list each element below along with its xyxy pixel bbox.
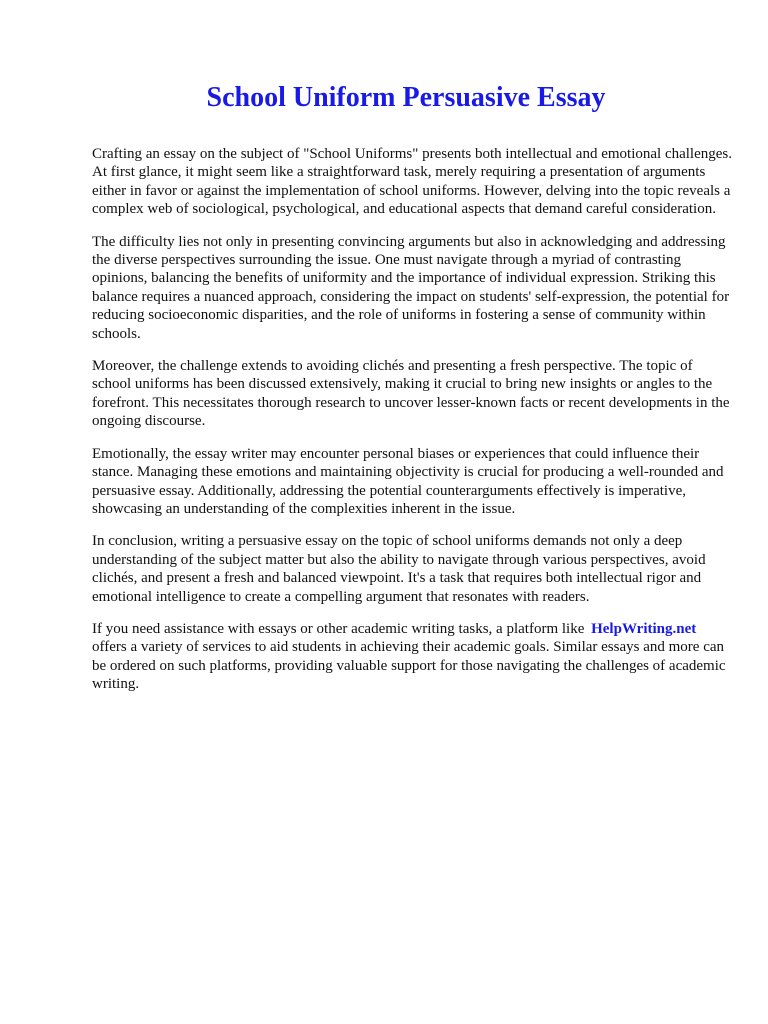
paragraph-conclusion: In conclusion, writing a persuasive essay on the topic of school uniforms demands not only a deep understanding of the subject matter but also the ability to navigate through various perspectives, avoid clichés, and present a fresh and balanced viewpoint. It's a task that requires both intellectual rigor and emotional intelligence to create a compelling argument that resonates with readers. bbox=[92, 533, 706, 605]
paragraph-closing bbox=[92, 620, 732, 694]
closing-text-after-link: offers a variety of services to aid students in achieving their academic goals. Similar essays and more can be ordered on such platforms, providing valuable support for those navigating the challenges of academic writing. bbox=[92, 639, 726, 693]
paragraph-intro: Crafting an essay on the subject of "School Uniforms" presents both intellectual and emotional challenges. At first glance, it might seem like a straightforward task, merely requiring a presentation of arguments either in favor or against the implementation of school uniforms. However, delving into the topic reveals a complex web of sociological, psychological, and educational aspects that demand careful consideration. bbox=[92, 146, 733, 218]
paragraph-difficulty: The difficulty lies not only in presenting convincing arguments but also in acknowledging and addressing the diverse perspectives surrounding the issue. One must navigate through a myriad of contrasting opinions, balancing the benefits of uniformity and the importance of individual expression. Striking this balance requires a nuanced approach, considering the impact on students' self-expression, the potential for reducing socioeconomic disparities, and the role of uniforms in fostering a sense of community within schools. bbox=[92, 233, 730, 342]
paragraph-cliches: Moreover, the challenge extends to avoiding clichés and presenting a fresh perspective. The topic of school uniforms has been discussed extensively, making it crucial to bring new insights or angles to the forefront. This necessitates thorough research to uncover lesser-known facts or recent developments in the ongoing discourse. bbox=[92, 358, 730, 430]
paragraph-emotions: Emotionally, the essay writer may encounter personal biases or experiences that could influence their stance. Managing these emotions and maintaining objectivity is crucial for producing a well-rounded and persuasive essay. Additionally, addressing the potential counterarguments effectively is imperative, showcasing an understanding of the complexities inherent in the issue. bbox=[92, 445, 724, 517]
page-title: School Uniform Persuasive Essay bbox=[206, 82, 606, 113]
closing-text-before-link: If you need assistance with essays or other academic writing tasks, a platform like bbox=[92, 620, 585, 637]
helpwriting-link[interactable]: HelpWriting.net bbox=[591, 620, 697, 637]
essay-body bbox=[92, 145, 732, 708]
